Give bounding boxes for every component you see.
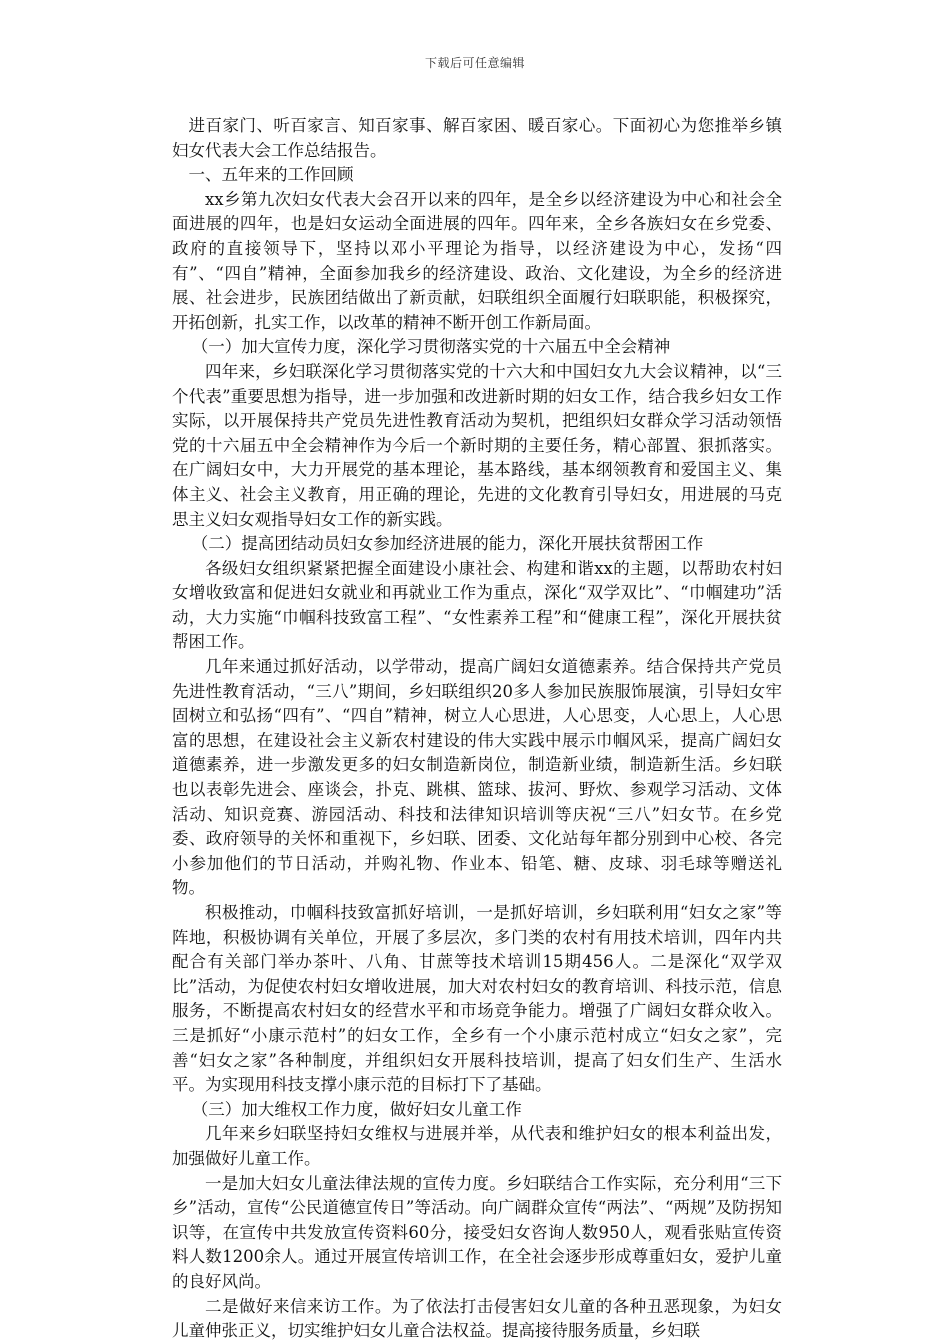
- paragraph: 各级妇女组织紧紧把握全面建设小康社会、构建和谐xx的主题，以帮助农村妇女增收致富和促进妇女就业和再就业工作为重点，深化“双学双比”、“巾帼建功”活动，大力实施“巾帼科技致富工程”、“女性素养工程”和“健康工程”，深化开展扶贫帮困工作。: [172, 558, 782, 652]
- subsection-heading: （二）提高团结动员妇女参加经济进展的能力，深化开展扶贫帮困工作: [191, 534, 704, 554]
- paragraph: 积极推动，巾帼科技致富抓好培训，一是抓好培训，乡妇联利用“妇女之家”等阵地，积极协调有关单位，开展了多层次，多门类的农村有用技术培训，四年内共配合有关部门举办茶叶、八角、甘蔗等技术培训15期456人。二是深化“双学双比”活动，为促使农村妇女增收进展，加大对农村妇女的教育培训、科技示范，信息服务，不断提高农村妇女的经营水平和市场竞争能力。增强了广阔妇女群众收入。三是抓好“小康示范村”的妇女工作，全乡有一个小康示范村成立“妇女之家”，完善“妇女之家”各种制度，并组织妇女开展科技培训，提高了妇女们生产、生活水平。为实现用科技支撑小康示范的目标打下了基础。: [172, 903, 782, 1095]
- document-body: [172, 114, 782, 1344]
- paragraph: 几年来通过抓好活动，以学带动，提高广阔妇女道德素养。结合保持共产党员先进性教育活动，“三八”期间，乡妇联组织20多人参加民族服饰展演，引导妇女牢固树立和弘扬“四有”、“四自”精神，树立人心思进，人心思变，人心思上，人心思富的思想，在建设社会主义新农村建设的伟大实践中展示巾帼风采，提高广阔妇女道德素养，进一步激发更多的妇女制造新岗位，制造新业绩，制造新生活。乡妇联也以表彰先进会、座谈会，扑克、跳棋、篮球、拔河、野炊、参观学习活动、文体活动、知识竞赛、游园活动、科技和法律知识培训等庆祝“三八”妇女节。在乡党委、政府领导的关怀和重视下，乡妇联、团委、文化站每年都分别到中心校、各完小参加他们的节日活动，并购礼物、作业本、铅笔、糖、皮球、羽毛球等赠送礼物。: [172, 657, 782, 898]
- paragraph: 四年来，乡妇联深化学习贯彻落实党的十六大和中国妇女九大会议精神，以“三个代表”重要思想为指导，进一步加强和改进新时期的妇女工作，结合我乡妇女工作实际，以开展保持共产党员先进性教育活动为契机，把组织妇女群众学习活动领悟党的十六届五中全会精神作为今后一个新时期的主要任务，精心部置、狠抓落实。在广阔妇女中，大力开展党的基本理论，基本路线，基本纲领教育和爱国主义、集体主义、社会主义教育，用正确的理论，先进的文化教育引导妇女，用进展的马克思主义妇女观指导妇女工作的新实践。: [172, 361, 782, 529]
- intro-paragraph: 进百家门、听百家言、知百家事、解百家困、暖百家心。下面初心为您推举乡镇妇女代表大会工作总结报告。: [172, 116, 782, 160]
- paragraph: xx乡第九次妇女代表大会召开以来的四年，是全乡以经济建设为中心和社会全面进展的四年，也是妇女运动全面进展的四年。四年来，全乡各族妇女在乡党委、政府的直接领导下，坚持以邓小平理论为指导，以经济建设为中心，发扬“四有”、“四自”精神，全面参加我乡的经济建设、政治、文化建设，为全乡的经济进展、社会进步，民族团结做出了新贡献，妇联组织全面履行妇联职能，积极探究，开拓创新，扎实工作，以改革的精神不断开创工作新局面。: [172, 189, 782, 332]
- paragraph: 二是做好来信来访工作。为了依法打击侵害妇女儿童的各种丑恶现象，为妇女儿童伸张正义，切实维护妇女儿童合法权益。提高接待服务质量，乡妇联: [172, 1296, 782, 1341]
- subsection-heading: （一）加大宣传力度，深化学习贯彻落实党的十六届五中全会精神: [191, 337, 671, 357]
- paragraph: 几年来乡妇联坚持妇女维权与进展并举，从代表和维护妇女的根本利益出发，加强做好儿童工作。: [172, 1124, 782, 1168]
- subsection-heading: （三）加大维权工作力度，做好妇女儿童工作: [191, 1099, 522, 1119]
- paragraph: 一是加大妇女儿童法律法规的宣传力度。乡妇联结合工作实际，充分利用“三下乡”活动，宣传“公民道德宣传日”等活动。向广阔群众宣传“两法”、“两规”及防拐知识等，在宣传中共发放宣传资料60分，接受妇女咨询人数950人，观看张贴宣传资料人数1200余人。通过开展宣传培训工作，在全社会逐步形成尊重妇女，爱护儿童的良好风尚。: [172, 1173, 782, 1291]
- page-header-note: 下载后可任意编辑: [424, 56, 525, 70]
- section-heading: 一、五年来的工作回顾: [188, 165, 354, 185]
